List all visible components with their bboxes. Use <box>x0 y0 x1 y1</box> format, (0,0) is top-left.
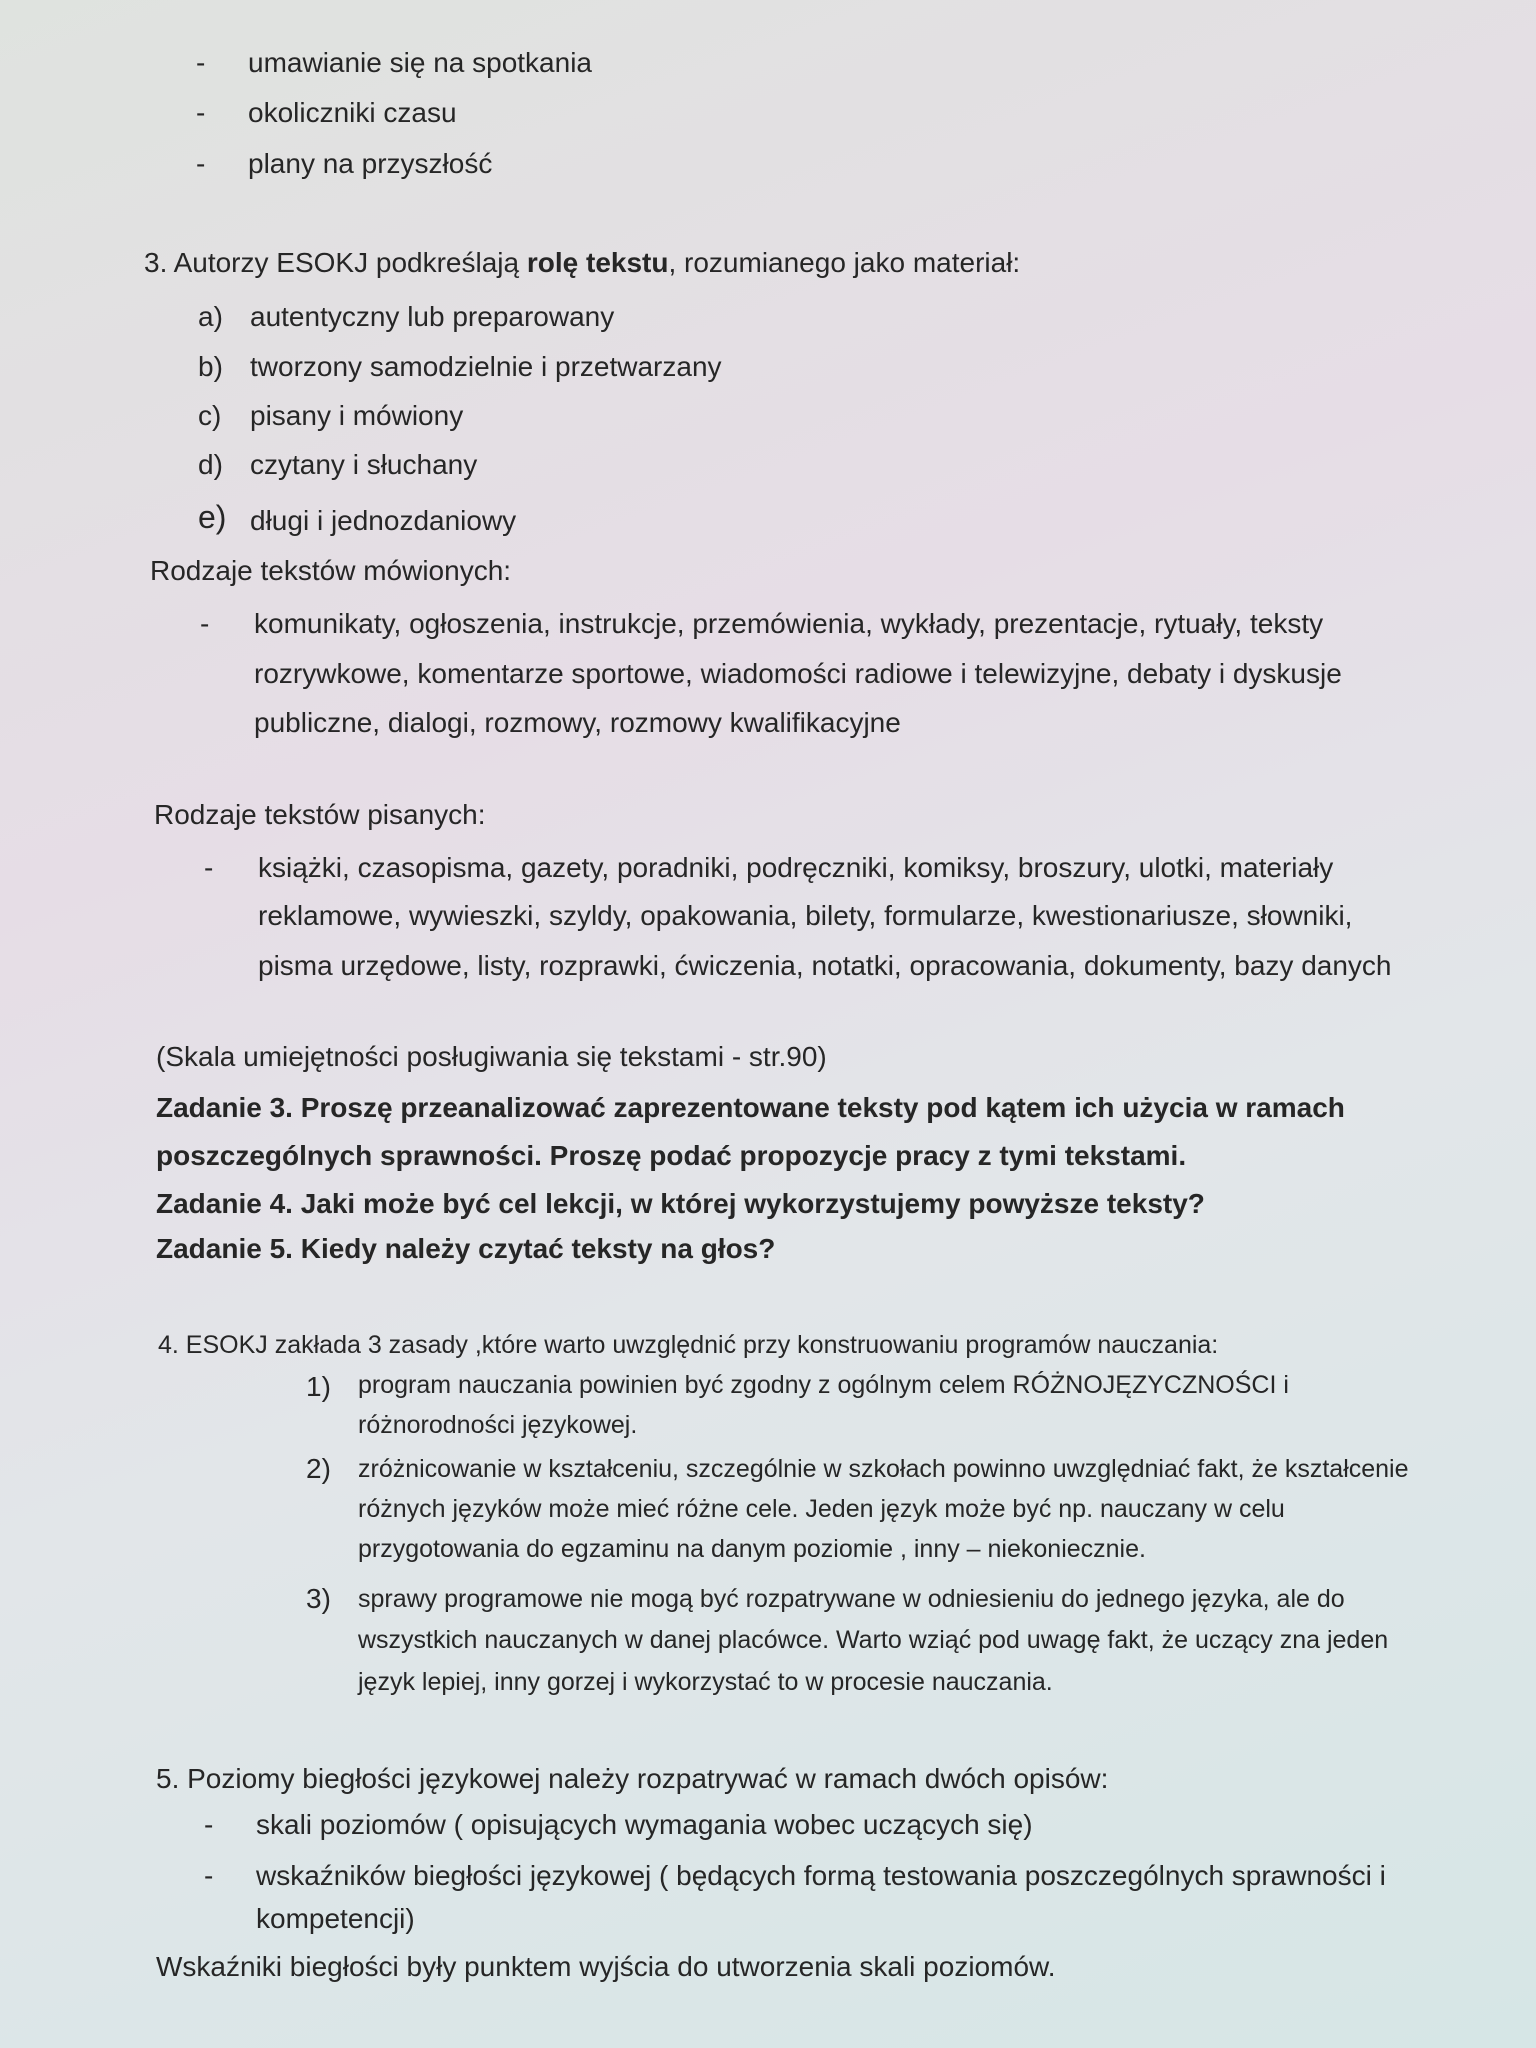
intro-text-end: , rozumianego jako materiał: <box>668 247 1021 278</box>
principle-line: sprawy programowe nie mogą być rozpatrywane w odniesieniu do jednego języka, ale do <box>358 1585 1345 1613</box>
item-letter: a) <box>198 301 223 332</box>
list-item: okoliczniki czasu <box>248 97 457 128</box>
principle-line: program nauczania powinien być zgodny z ogólnym celem RÓŻNOJĘZYCZNOŚCI i <box>358 1371 1289 1399</box>
item-number: 3) <box>306 1583 331 1614</box>
spoken-line: rozrywkowe, komentarze sportowe, wiadomości radiowe i telewizyjne, debaty i dyskusje <box>254 658 1342 689</box>
item-letter: e) <box>198 499 227 535</box>
principle-line: różnych języków może mieć różne cele. Jeden język może być np. nauczany w celu <box>358 1495 1285 1523</box>
bullet-dash: - <box>196 148 206 179</box>
list-item: plany na przyszłość <box>248 148 493 179</box>
spoken-line: publiczne, dialogi, rozmowy, rozmowy kwalifikacyjne <box>254 707 901 738</box>
written-heading: Rodzaje tekstów pisanych: <box>154 799 486 830</box>
scale-note: (Skala umiejętności posługiwania się tekstami - str.90) <box>156 1041 827 1072</box>
bullet-dash: - <box>196 97 206 128</box>
section-3-intro <box>144 246 1020 280</box>
item-number: 1) <box>306 1371 331 1402</box>
list-item: pisany i mówiony <box>250 400 464 431</box>
level-description-line: wskaźników biegłości językowej ( będących formą testowania poszczególnych sprawności i <box>256 1860 1386 1891</box>
written-line: pisma urzędowe, listy, rozprawki, ćwiczenia, notatki, opracowania, dokumenty, bazy danych <box>258 950 1392 981</box>
item-number: 2) <box>306 1453 331 1484</box>
task-line: Zadanie 5. Kiedy należy czytać teksty na głos? <box>156 1233 776 1264</box>
intro-text: 3. Autorzy ESOKJ podkreślają <box>144 247 527 278</box>
bullet-dash: - <box>204 1860 214 1891</box>
written-line: książki, czasopisma, gazety, poradniki, podręczniki, komiksy, broszury, ulotki, materiały <box>258 852 1334 883</box>
level-description-line: kompetencji) <box>256 1903 415 1934</box>
principle-line: zróżnicowanie w kształceniu, szczególnie w szkołach powinno uwzględniać fakt, że kształcenie <box>358 1455 1409 1483</box>
list-item: tworzony samodzielnie i przetwarzany <box>250 351 722 382</box>
bullet-dash: - <box>196 47 206 78</box>
bullet-dash: - <box>200 608 210 639</box>
item-letter: b) <box>198 351 223 382</box>
principle-line: przygotowania do egzaminu na danym poziomie , inny – niekoniecznie. <box>358 1535 1146 1563</box>
written-line: reklamowe, wywieszki, szyldy, opakowania, bilety, formularze, kwestionariusze, słowniki, <box>258 900 1353 931</box>
bullet-dash: - <box>204 852 214 883</box>
list-item: umawianie się na spotkania <box>248 47 592 78</box>
principle-line: różnorodności językowej. <box>358 1411 638 1439</box>
list-item: czytany i słuchany <box>250 449 478 480</box>
task-line: Zadanie 3. Proszę przeanalizować zaprezentowane teksty pod kątem ich użycia w ramach <box>156 1092 1345 1123</box>
closing-sentence: Wskaźniki biegłości były punktem wyjścia do utworzenia skali poziomów. <box>156 1951 1056 1982</box>
item-letter: d) <box>198 449 223 480</box>
item-letter: c) <box>198 400 222 431</box>
principle-line: wszystkich nauczanych w danej placówce. Warto wziąć pod uwagę fakt, że uczący zna jeden <box>358 1626 1389 1654</box>
intro-bold-text: rolę tekstu <box>526 247 669 278</box>
section-5-intro: 5. Poziomy biegłości językowej należy rozpatrywać w ramach dwóch opisów: <box>156 1763 1109 1794</box>
spoken-line: komunikaty, ogłoszenia, instrukcje, przemówienia, wykłady, prezentacje, rytuały, teksty <box>254 608 1324 639</box>
spoken-heading: Rodzaje tekstów mówionych: <box>150 555 512 586</box>
section-4-intro: 4. ESOKJ zakłada 3 zasady ,które warto uwzględnić przy konstruowaniu programów nauczania: <box>158 1331 1219 1359</box>
task-line: Zadanie 4. Jaki może być cel lekcji, w której wykorzystujemy powyższe teksty? <box>156 1188 1205 1219</box>
task-line: poszczególnych sprawności. Proszę podać propozycje pracy z tymi tekstami. <box>156 1140 1187 1171</box>
list-item: autentyczny lub preparowany <box>250 301 615 332</box>
list-item: długi i jednozdaniowy <box>250 505 517 536</box>
bullet-dash: - <box>204 1809 214 1840</box>
level-description-line: skali poziomów ( opisujących wymagania wobec uczących się) <box>256 1809 1033 1840</box>
principle-line: język lepiej, inny gorzej i wykorzystać to w procesie nauczania. <box>358 1668 1053 1696</box>
